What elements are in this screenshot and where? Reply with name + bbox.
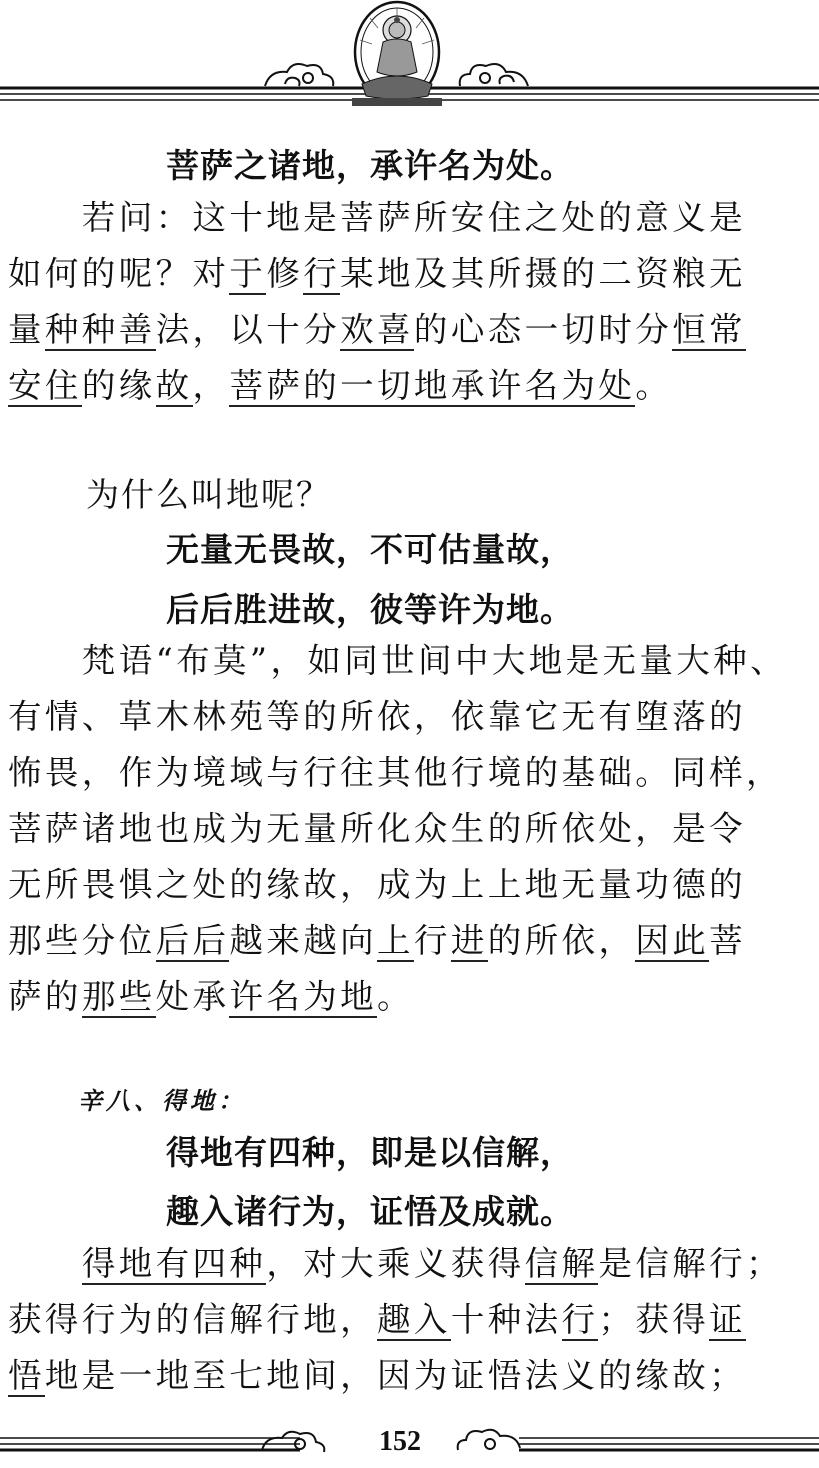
verse-line: 趣入诸行为，证悟及成就。	[166, 1192, 574, 1231]
text-run: 。	[377, 977, 414, 1016]
text-run: 无所畏惧之处的缘故，成为上上地无量功德的	[8, 865, 746, 904]
underlined-text: 于	[229, 254, 267, 293]
underlined-text: 证	[709, 1300, 747, 1339]
text-run: 怖畏，作为境域与行往其他行境的基础。同样，	[8, 753, 783, 792]
page-footer	[0, 1412, 819, 1468]
underlined-text: 故	[155, 366, 193, 405]
underlined-text: 行	[561, 1300, 599, 1339]
question-line: 为什么叫地呢？	[86, 475, 331, 514]
text-run: 处承	[155, 977, 230, 1016]
underlined-text: 欢喜	[340, 310, 414, 349]
underlined-text: 许名为地	[229, 977, 378, 1016]
text-line	[8, 857, 813, 913]
cloud-scroll-right-icon	[460, 64, 528, 86]
text-run: 修	[266, 254, 304, 293]
text-line	[8, 969, 813, 1025]
text-run: ，对大乘义获得	[266, 1244, 525, 1283]
underlined-text: 那些	[81, 977, 156, 1016]
header-ornament	[0, 0, 819, 112]
cloud-scroll-right-icon	[458, 1430, 520, 1450]
underlined-text: 后后	[155, 921, 230, 960]
paragraph	[8, 190, 813, 414]
paragraph	[8, 633, 813, 1025]
text-line	[8, 633, 813, 689]
underlined-text: 悟	[8, 1356, 45, 1395]
underlined-text: 上	[377, 921, 414, 960]
text-line	[8, 246, 813, 302]
text-line	[8, 801, 813, 857]
text-run: ；获得	[598, 1300, 710, 1339]
buddha-emblem-icon	[352, 2, 442, 106]
text-run: 是信解行；	[598, 1244, 783, 1283]
text-line	[8, 302, 813, 358]
underlined-text: 菩萨的一切地承许名为处	[229, 366, 636, 405]
text-run	[8, 1244, 82, 1283]
text-line	[8, 190, 813, 246]
text-run: 量	[8, 310, 45, 349]
text-run: 行	[413, 921, 451, 960]
text-line	[8, 358, 813, 414]
underlined-text: 恒常	[672, 310, 747, 349]
underlined-text: 安住	[8, 366, 82, 405]
text-run: 菩萨诸地也成为无量所化众生的所依处，是令	[8, 809, 746, 848]
underlined-text: 趣入	[377, 1300, 451, 1339]
text-run: 越来越向	[229, 921, 378, 960]
text-run: 获得行为的信解行地，	[8, 1300, 377, 1339]
text-run: 的心态一切时分	[413, 310, 673, 349]
text-run: 那些分位	[8, 921, 156, 960]
text-run: 地是一地至七地间，因为证悟法义的缘故；	[44, 1356, 747, 1395]
underlined-text: 得地有四种	[81, 1244, 267, 1283]
text-run: 法，以十分	[155, 310, 341, 349]
page-header	[0, 0, 819, 112]
page-number: 152	[379, 1426, 421, 1457]
underlined-text: 进	[450, 921, 488, 960]
text-run: 的所依，	[487, 921, 636, 960]
text-run: 的缘	[81, 366, 156, 405]
text-run: 梵语“布莫”，如同世间中大地是无量大种、	[8, 641, 788, 680]
text-run: 萨的	[8, 977, 82, 1016]
text-line	[8, 689, 813, 745]
text-line	[8, 745, 813, 801]
text-line	[8, 1236, 813, 1292]
cloud-scroll-left-icon	[265, 64, 333, 86]
verse-line: 菩萨之诸地，承许名为处。	[166, 146, 574, 185]
underlined-text: 信解	[524, 1244, 599, 1283]
text-run: 。	[635, 366, 673, 405]
text-run: 若问：这十地是菩萨所安住之处的意义是	[8, 198, 746, 237]
text-run: 如何的呢？对	[8, 254, 230, 293]
text-line	[8, 1292, 813, 1348]
text-run: 十种法	[450, 1300, 562, 1339]
section-title: 辛八、得地：	[78, 1087, 246, 1115]
verse-line: 无量无畏故，不可估量故，	[166, 530, 574, 569]
text-run: 有情、草木林苑等的所依，依靠它无有堕落的	[8, 697, 746, 736]
underlined-text: 因此	[635, 921, 710, 960]
verse-line: 后后胜进故，彼等许为地。	[166, 590, 574, 629]
verse-line: 得地有四种，即是以信解，	[166, 1133, 574, 1172]
text-run: ，	[192, 366, 230, 405]
paragraph	[8, 1236, 813, 1404]
text-line	[8, 913, 813, 969]
underlined-text: 种种善	[44, 310, 156, 349]
text-run: 菩	[709, 921, 747, 960]
text-run: 某地及其所摄的二资粮无	[340, 254, 747, 293]
underlined-text: 行	[303, 254, 341, 293]
text-line	[8, 1348, 813, 1404]
